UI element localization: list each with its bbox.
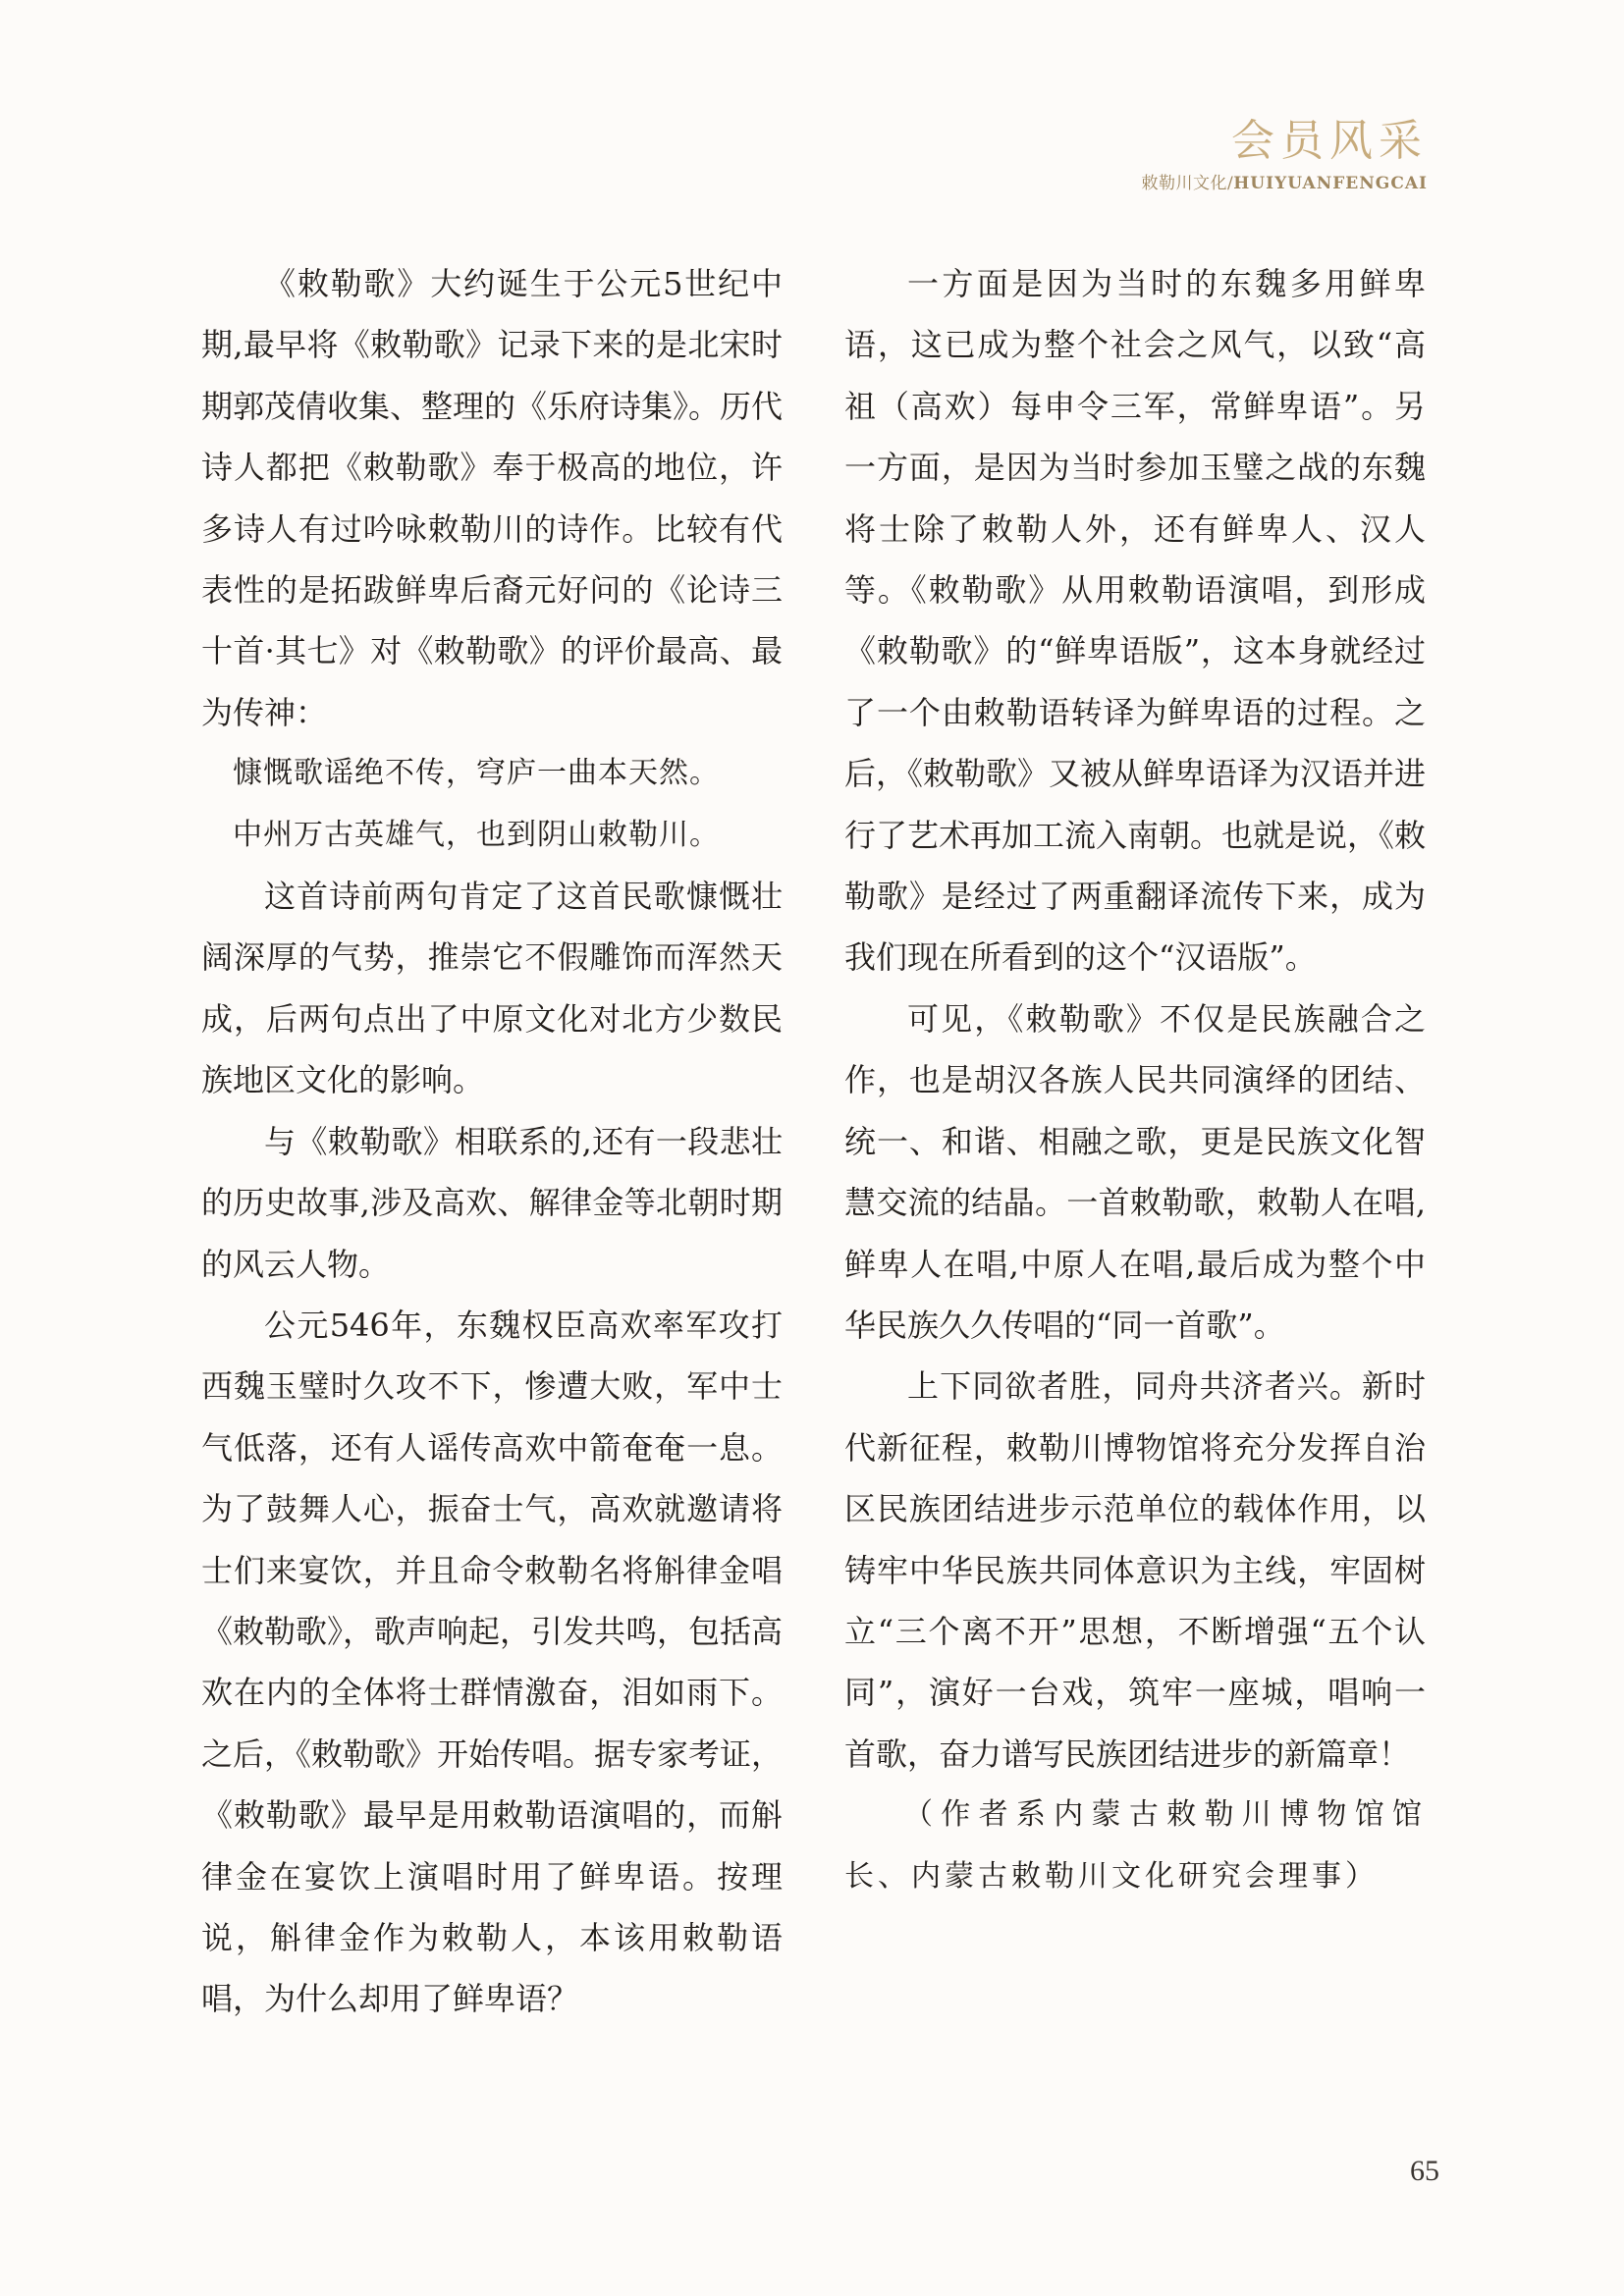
paragraph: 这首诗前两句肯定了这首民歌慷慨壮阔深厚的气势，推崇它不假雕饰而浑然天成，后两句点出了中原文化对北方少数民族地区文化的影响。 — [201, 878, 783, 1099]
section-title: 会员风采 — [1231, 116, 1428, 166]
section-subtitle-en: HUIYUANFENGCAI — [1233, 174, 1428, 193]
paragraph: 公元546年，东魏权臣高欢率军攻打西魏玉璧时久攻不下，惨遭大败，军中士气低落，还有人谣传高欢中箭奄奄一息。为了鼓舞人心，振奋士气，高欢就邀请将士们来宴饮，并且命令敕勒名将斛律金唱《敕勒歌》，歌声响起，引发共鸣，包括高欢在内的全体将士群情激奋，泪如雨下。之后，《敕勒歌》开始传唱。据专家考证，《敕勒歌》最早是用敕勒语演唱的，而斛律金在宴饮上演唱时用了鲜卑语。按理说，斛律金作为敕勒人，本该用敕勒语唱，为什么却用了鲜卑语？ — [201, 1306, 784, 2018]
paragraph: 《敕勒歌》大约诞生于公元5世纪中期,最早将《敕勒歌》记录下来的是北宋时期郭茂倩收集、整理的《乐府诗集》。历代诗人都把《敕勒歌》奉于极高的地位，许多诗人有过吟咏敕勒川的诗作。比较有代表性的是拓跋鲜卑后裔元好问的《论诗三十首·其七》对《敕勒歌》的评价最高、最为传神： — [201, 265, 784, 731]
section-subtitle — [1142, 173, 1429, 194]
poem-line: 中州万古英雄气，也到阴山敕勒川。 — [233, 817, 720, 852]
author-note: （作者系内蒙古敕勒川博物馆馆长、内蒙古敕勒川文化研究会理事） — [844, 1797, 1426, 1894]
paragraph: 一方面是因为当时的东魏多用鲜卑语，这已成为整个社会之风气，以致“高祖（高欢）每申令三军，常鲜卑语”。另一方面，是因为当时参加玉璧之战的东魏将士除了敕勒人外，还有鲜卑人、汉人等。《敕勒歌》从用敕勒语演唱，到形成《敕勒歌》的“鲜卑语版”，这本身就经过了一个由敕勒语转译为鲜卑语的过程。之后，《敕勒歌》又被从鲜卑语译为汉语并进行了艺术再加工流入南朝。也就是说，《敕勒歌》是经过了两重翻译流传下来，成为我们现在所看到的这个“汉语版”。 — [844, 265, 1427, 977]
paragraph: 可见，《敕勒歌》不仅是民族融合之作，也是胡汉各族人民共同演绎的团结、统一、和谐、相融之歌，更是民族文化智慧交流的结晶。一首敕勒歌，敕勒人在唱,鲜卑人在唱,中原人在唱,最后成为整个中华民族久久传唱的“同一首歌”。 — [844, 999, 1426, 1344]
left-column — [201, 253, 783, 2030]
poem-line: 慷慨歌谣绝不传，穹庐一曲本天然。 — [233, 756, 720, 791]
paragraph: 与《敕勒歌》相联系的,还有一段悲壮的历史故事,涉及高欢、解律金等北朝时期的风云人物。 — [201, 1122, 783, 1283]
page-number: 65 — [1410, 2155, 1439, 2187]
section-header — [1142, 116, 1429, 194]
right-column — [844, 253, 1426, 1907]
paragraph: 上下同欲者胜，同舟共济者兴。新时代新征程，敕勒川博物馆将充分发挥自治区民族团结进步示范单位的载体作用，以铸牢中华民族共同体意识为主线，牢固树立“三个离不开”思想，不断增强“五个认同”，演好一台戏，筑牢一座城，唱响一首歌，奋力谱写民族团结进步的新篇章！ — [844, 1367, 1426, 1773]
section-subtitle-cn: 敕勒川文化/ — [1141, 174, 1234, 193]
